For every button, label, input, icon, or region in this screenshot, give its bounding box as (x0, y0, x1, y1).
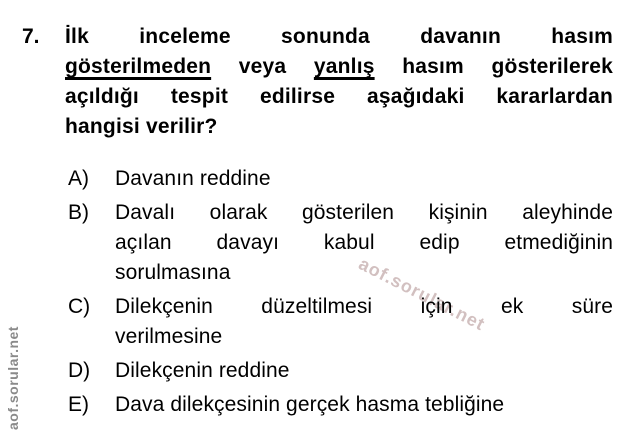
option-line: açılan davayı kabul edip etmediğinin (115, 231, 613, 254)
option-a-text (115, 164, 613, 194)
option-b-letter: B) (68, 201, 89, 224)
question-number: 7. (22, 25, 40, 48)
underlined-word-1: gösterilmeden (65, 55, 212, 78)
question-line-2-rest: hasım gösterilerek (374, 55, 613, 78)
options-list (68, 164, 613, 424)
side-watermark: aof.sorular.net (5, 326, 21, 430)
option-b (68, 198, 613, 288)
question-line-1: İlk inceleme sonunda davanın hasım (65, 25, 613, 48)
option-line: verilmesine (115, 325, 223, 348)
option-line: Davalı olarak gösterilen kişinin aleyhinde (115, 201, 613, 224)
option-line: Dilekçenin reddine (115, 359, 290, 382)
option-a (68, 164, 613, 194)
option-line: Dava dilekçesinin gerçek hasma tebliğine (115, 393, 505, 416)
option-d (68, 356, 613, 386)
question-line-4: hangisi verilir? (65, 115, 218, 138)
question-line-2-middle: veya (211, 55, 314, 78)
option-b-text (115, 198, 613, 288)
option-d-text (115, 356, 613, 386)
option-c-text (115, 292, 613, 352)
question-line-3: açıldığı tespit edilirse aşağıdaki kararlardan (65, 85, 613, 108)
option-e-letter: E) (68, 393, 89, 416)
option-e (68, 390, 613, 420)
diagonal-watermark: aof.sorular.net (355, 253, 489, 335)
question (22, 22, 613, 142)
option-a-letter: A) (68, 167, 89, 190)
underlined-word-2: yanlış (313, 55, 375, 78)
option-e-text (115, 390, 613, 420)
question-line-2 (65, 52, 613, 82)
option-c-letter: C) (68, 295, 91, 318)
question-text (65, 22, 613, 142)
option-line: Dilekçenin düzeltilmesi için ek süre (115, 295, 613, 318)
option-line: sorulmasına (115, 261, 231, 284)
option-line: Davanın reddine (115, 167, 271, 190)
option-d-letter: D) (68, 359, 91, 382)
option-c (68, 292, 613, 352)
